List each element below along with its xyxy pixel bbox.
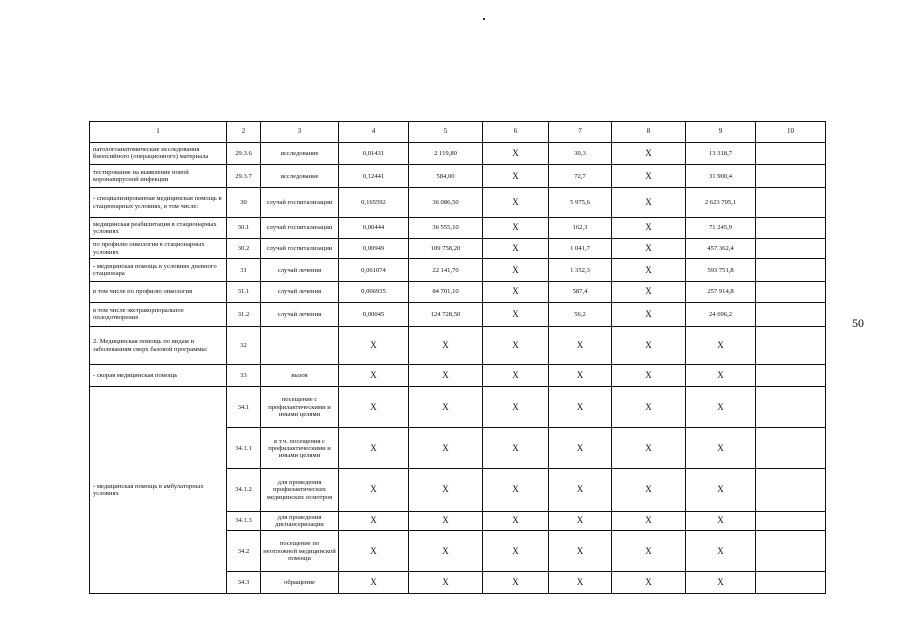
row-unit: для проведения профилактических медицинских осмотров	[261, 469, 339, 511]
cell-c8: X	[612, 142, 686, 165]
cell-c4: X	[339, 326, 409, 365]
row-code: 31.2	[227, 302, 261, 326]
cell-c6: X	[483, 142, 549, 165]
cell-c8: X	[612, 188, 686, 218]
row-code: 30.1	[227, 218, 261, 239]
table-row	[90, 326, 826, 365]
cell-c5: 22 141,70	[409, 259, 483, 282]
cell-c7: X	[549, 511, 612, 530]
cell-c7: 162,3	[549, 218, 612, 239]
row-name: в том числе по профилю онкология	[90, 282, 227, 303]
table-row	[90, 142, 826, 165]
row-code: 32	[227, 326, 261, 365]
table-row	[90, 387, 826, 428]
row-name: тестирование на выявление новой коронавирусной инфекции	[90, 165, 227, 188]
row-unit: случай госпитализации	[261, 218, 339, 239]
cell-c5: X	[409, 511, 483, 530]
cell-c10	[756, 511, 826, 530]
cell-c9: 2 623 705,1	[686, 188, 756, 218]
cell-c4: X	[339, 365, 409, 387]
cell-c9: 71 245,9	[686, 218, 756, 239]
cell-c7: X	[549, 469, 612, 511]
cell-c5: 36 555,10	[409, 218, 483, 239]
cell-c10	[756, 469, 826, 511]
cell-c7: 5 975,6	[549, 188, 612, 218]
row-name: - скорая медицинская помощь	[90, 365, 227, 387]
cell-c10	[756, 282, 826, 303]
cell-c4: X	[339, 428, 409, 469]
cell-c7: 56,2	[549, 302, 612, 326]
cell-c4: X	[339, 387, 409, 428]
column-header: 10	[756, 122, 826, 143]
cell-c10	[756, 259, 826, 282]
cell-c8: X	[612, 469, 686, 511]
cell-c4: X	[339, 511, 409, 530]
cell-c10	[756, 218, 826, 239]
cell-c6: X	[483, 302, 549, 326]
header-row	[90, 122, 826, 143]
cell-c10	[756, 387, 826, 428]
cell-c6: X	[483, 218, 549, 239]
ambulatory-name: - медицинская помощь в амбулаторных условиях	[90, 387, 227, 594]
row-name: медицинская реабилитация в стационарных условиях	[90, 218, 227, 239]
cell-c6: X	[483, 365, 549, 387]
cell-c4: X	[339, 469, 409, 511]
table-row	[90, 259, 826, 282]
row-name: - специализированная медицинская помощь в стационарных условиях, в том числе:	[90, 188, 227, 218]
cell-c10	[756, 188, 826, 218]
cell-c6: X	[483, 428, 549, 469]
scan-speck	[483, 18, 485, 20]
row-unit: исследование	[261, 165, 339, 188]
cell-c5: 124 728,50	[409, 302, 483, 326]
cell-c5: X	[409, 572, 483, 594]
cell-c9: X	[686, 511, 756, 530]
cell-c9: X	[686, 531, 756, 572]
cell-c6: X	[483, 387, 549, 428]
row-code: 31.1	[227, 282, 261, 303]
cell-c5: X	[409, 326, 483, 365]
column-header: 7	[549, 122, 612, 143]
cell-c5: X	[409, 365, 483, 387]
cell-c9: X	[686, 469, 756, 511]
row-code: 29.3.7	[227, 165, 261, 188]
row-unit: исследование	[261, 142, 339, 165]
column-header: 9	[686, 122, 756, 143]
cell-c7: X	[549, 531, 612, 572]
row-unit	[261, 326, 339, 365]
row-unit: вызов	[261, 365, 339, 387]
cell-c4: 0,165592	[339, 188, 409, 218]
cell-c6: X	[483, 188, 549, 218]
cell-c7: 1 352,3	[549, 259, 612, 282]
cell-c9: 24 696,2	[686, 302, 756, 326]
row-unit: посещение по неотложной медицинской помощи	[261, 531, 339, 572]
cell-c10	[756, 428, 826, 469]
row-name: 2. Медицинская помощь по видам и заболеваниям сверх базовой программы:	[90, 326, 227, 365]
row-code: 34.1	[227, 387, 261, 428]
column-header: 2	[227, 122, 261, 143]
table-row	[90, 282, 826, 303]
cell-c8: X	[612, 531, 686, 572]
cell-c6: X	[483, 238, 549, 259]
cell-c10	[756, 531, 826, 572]
cell-c8: X	[612, 302, 686, 326]
cell-c4: X	[339, 572, 409, 594]
cell-c8: X	[612, 365, 686, 387]
cell-c4: X	[339, 531, 409, 572]
cell-c5: 584,00	[409, 165, 483, 188]
cell-c8: X	[612, 387, 686, 428]
cell-c7: X	[549, 387, 612, 428]
cell-c6: X	[483, 531, 549, 572]
row-code: 34.1.2	[227, 469, 261, 511]
cell-c8: X	[612, 238, 686, 259]
cell-c10	[756, 302, 826, 326]
table-row	[90, 218, 826, 239]
table-row	[90, 302, 826, 326]
cell-c8: X	[612, 259, 686, 282]
row-unit: обращение	[261, 572, 339, 594]
cell-c10	[756, 572, 826, 594]
cell-c8: X	[612, 572, 686, 594]
cell-c5: 84 701,10	[409, 282, 483, 303]
row-name: - медицинская помощь в условиях дневного стационара	[90, 259, 227, 282]
row-code: 33	[227, 365, 261, 387]
row-code: 34.3	[227, 572, 261, 594]
row-code: 34.1.1	[227, 428, 261, 469]
cell-c10	[756, 238, 826, 259]
cell-c6: X	[483, 326, 549, 365]
cell-c7: 587,4	[549, 282, 612, 303]
cell-c5: X	[409, 428, 483, 469]
cell-c8: X	[612, 428, 686, 469]
table-row	[90, 238, 826, 259]
row-unit: для проведения диспансеризации	[261, 511, 339, 530]
cell-c6: X	[483, 259, 549, 282]
cell-c7: X	[549, 326, 612, 365]
cell-c7: 30,3	[549, 142, 612, 165]
cell-c9: 31 900,4	[686, 165, 756, 188]
cell-c5: 36 086,50	[409, 188, 483, 218]
row-unit: случай госпитализации	[261, 188, 339, 218]
cell-c4: 0,00045	[339, 302, 409, 326]
cell-c5: X	[409, 387, 483, 428]
row-code: 30.2	[227, 238, 261, 259]
row-code: 34.2	[227, 531, 261, 572]
cell-c9: X	[686, 428, 756, 469]
column-header: 4	[339, 122, 409, 143]
cell-c8: X	[612, 218, 686, 239]
cell-c7: X	[549, 428, 612, 469]
cell-c6: X	[483, 511, 549, 530]
cell-c7: X	[549, 572, 612, 594]
cell-c9: X	[686, 365, 756, 387]
row-name: патологоанатомические исследования биопсийного (операционного) материала	[90, 142, 227, 165]
row-code: 31	[227, 259, 261, 282]
cell-c9: 457 362,4	[686, 238, 756, 259]
cell-c7: X	[549, 365, 612, 387]
cell-c6: X	[483, 165, 549, 188]
cell-c8: X	[612, 511, 686, 530]
cell-c9: X	[686, 326, 756, 365]
column-header: 1	[90, 122, 227, 143]
cell-c10	[756, 326, 826, 365]
row-unit: посещение с профилактическими и иными целями	[261, 387, 339, 428]
cell-c4: 0,061074	[339, 259, 409, 282]
cell-c6: X	[483, 282, 549, 303]
cell-c5: X	[409, 531, 483, 572]
row-name: по профилю онкология в стационарных условиях	[90, 238, 227, 259]
cell-c4: 0,12441	[339, 165, 409, 188]
cell-c9: 593 751,8	[686, 259, 756, 282]
cell-c9: 257 914,8	[686, 282, 756, 303]
cell-c5: 109 758,20	[409, 238, 483, 259]
tariff-table	[89, 121, 826, 594]
cell-c5: X	[409, 469, 483, 511]
cell-c4: 0,00949	[339, 238, 409, 259]
cell-c6: X	[483, 572, 549, 594]
cell-c10	[756, 165, 826, 188]
table-row	[90, 365, 826, 387]
cell-c4: 0,01431	[339, 142, 409, 165]
row-unit: в т.ч. посещения с профилактическими и иными целями	[261, 428, 339, 469]
cell-c9: X	[686, 572, 756, 594]
row-code: 29.3.6	[227, 142, 261, 165]
cell-c4: 0,006935	[339, 282, 409, 303]
cell-c6: X	[483, 469, 549, 511]
row-unit: случай госпитализации	[261, 238, 339, 259]
column-header: 8	[612, 122, 686, 143]
row-code: 34.1.3	[227, 511, 261, 530]
cell-c8: X	[612, 282, 686, 303]
column-header: 5	[409, 122, 483, 143]
row-name: в том числе экстракорпоральное оплодотворение	[90, 302, 227, 326]
column-header: 6	[483, 122, 549, 143]
row-unit: случай лечения	[261, 302, 339, 326]
table-row	[90, 188, 826, 218]
cell-c10	[756, 142, 826, 165]
page-number: 50	[852, 316, 864, 330]
cell-c4: 0,00444	[339, 218, 409, 239]
row-unit: случай лечения	[261, 282, 339, 303]
column-header: 3	[261, 122, 339, 143]
cell-c9: X	[686, 387, 756, 428]
cell-c10	[756, 365, 826, 387]
cell-c7: 1 041,7	[549, 238, 612, 259]
cell-c9: 13 318,7	[686, 142, 756, 165]
cell-c8: X	[612, 326, 686, 365]
cell-c7: 72,7	[549, 165, 612, 188]
row-code: 30	[227, 188, 261, 218]
row-unit: случай лечения	[261, 259, 339, 282]
cell-c5: 2 119,80	[409, 142, 483, 165]
cell-c8: X	[612, 165, 686, 188]
table-row	[90, 165, 826, 188]
